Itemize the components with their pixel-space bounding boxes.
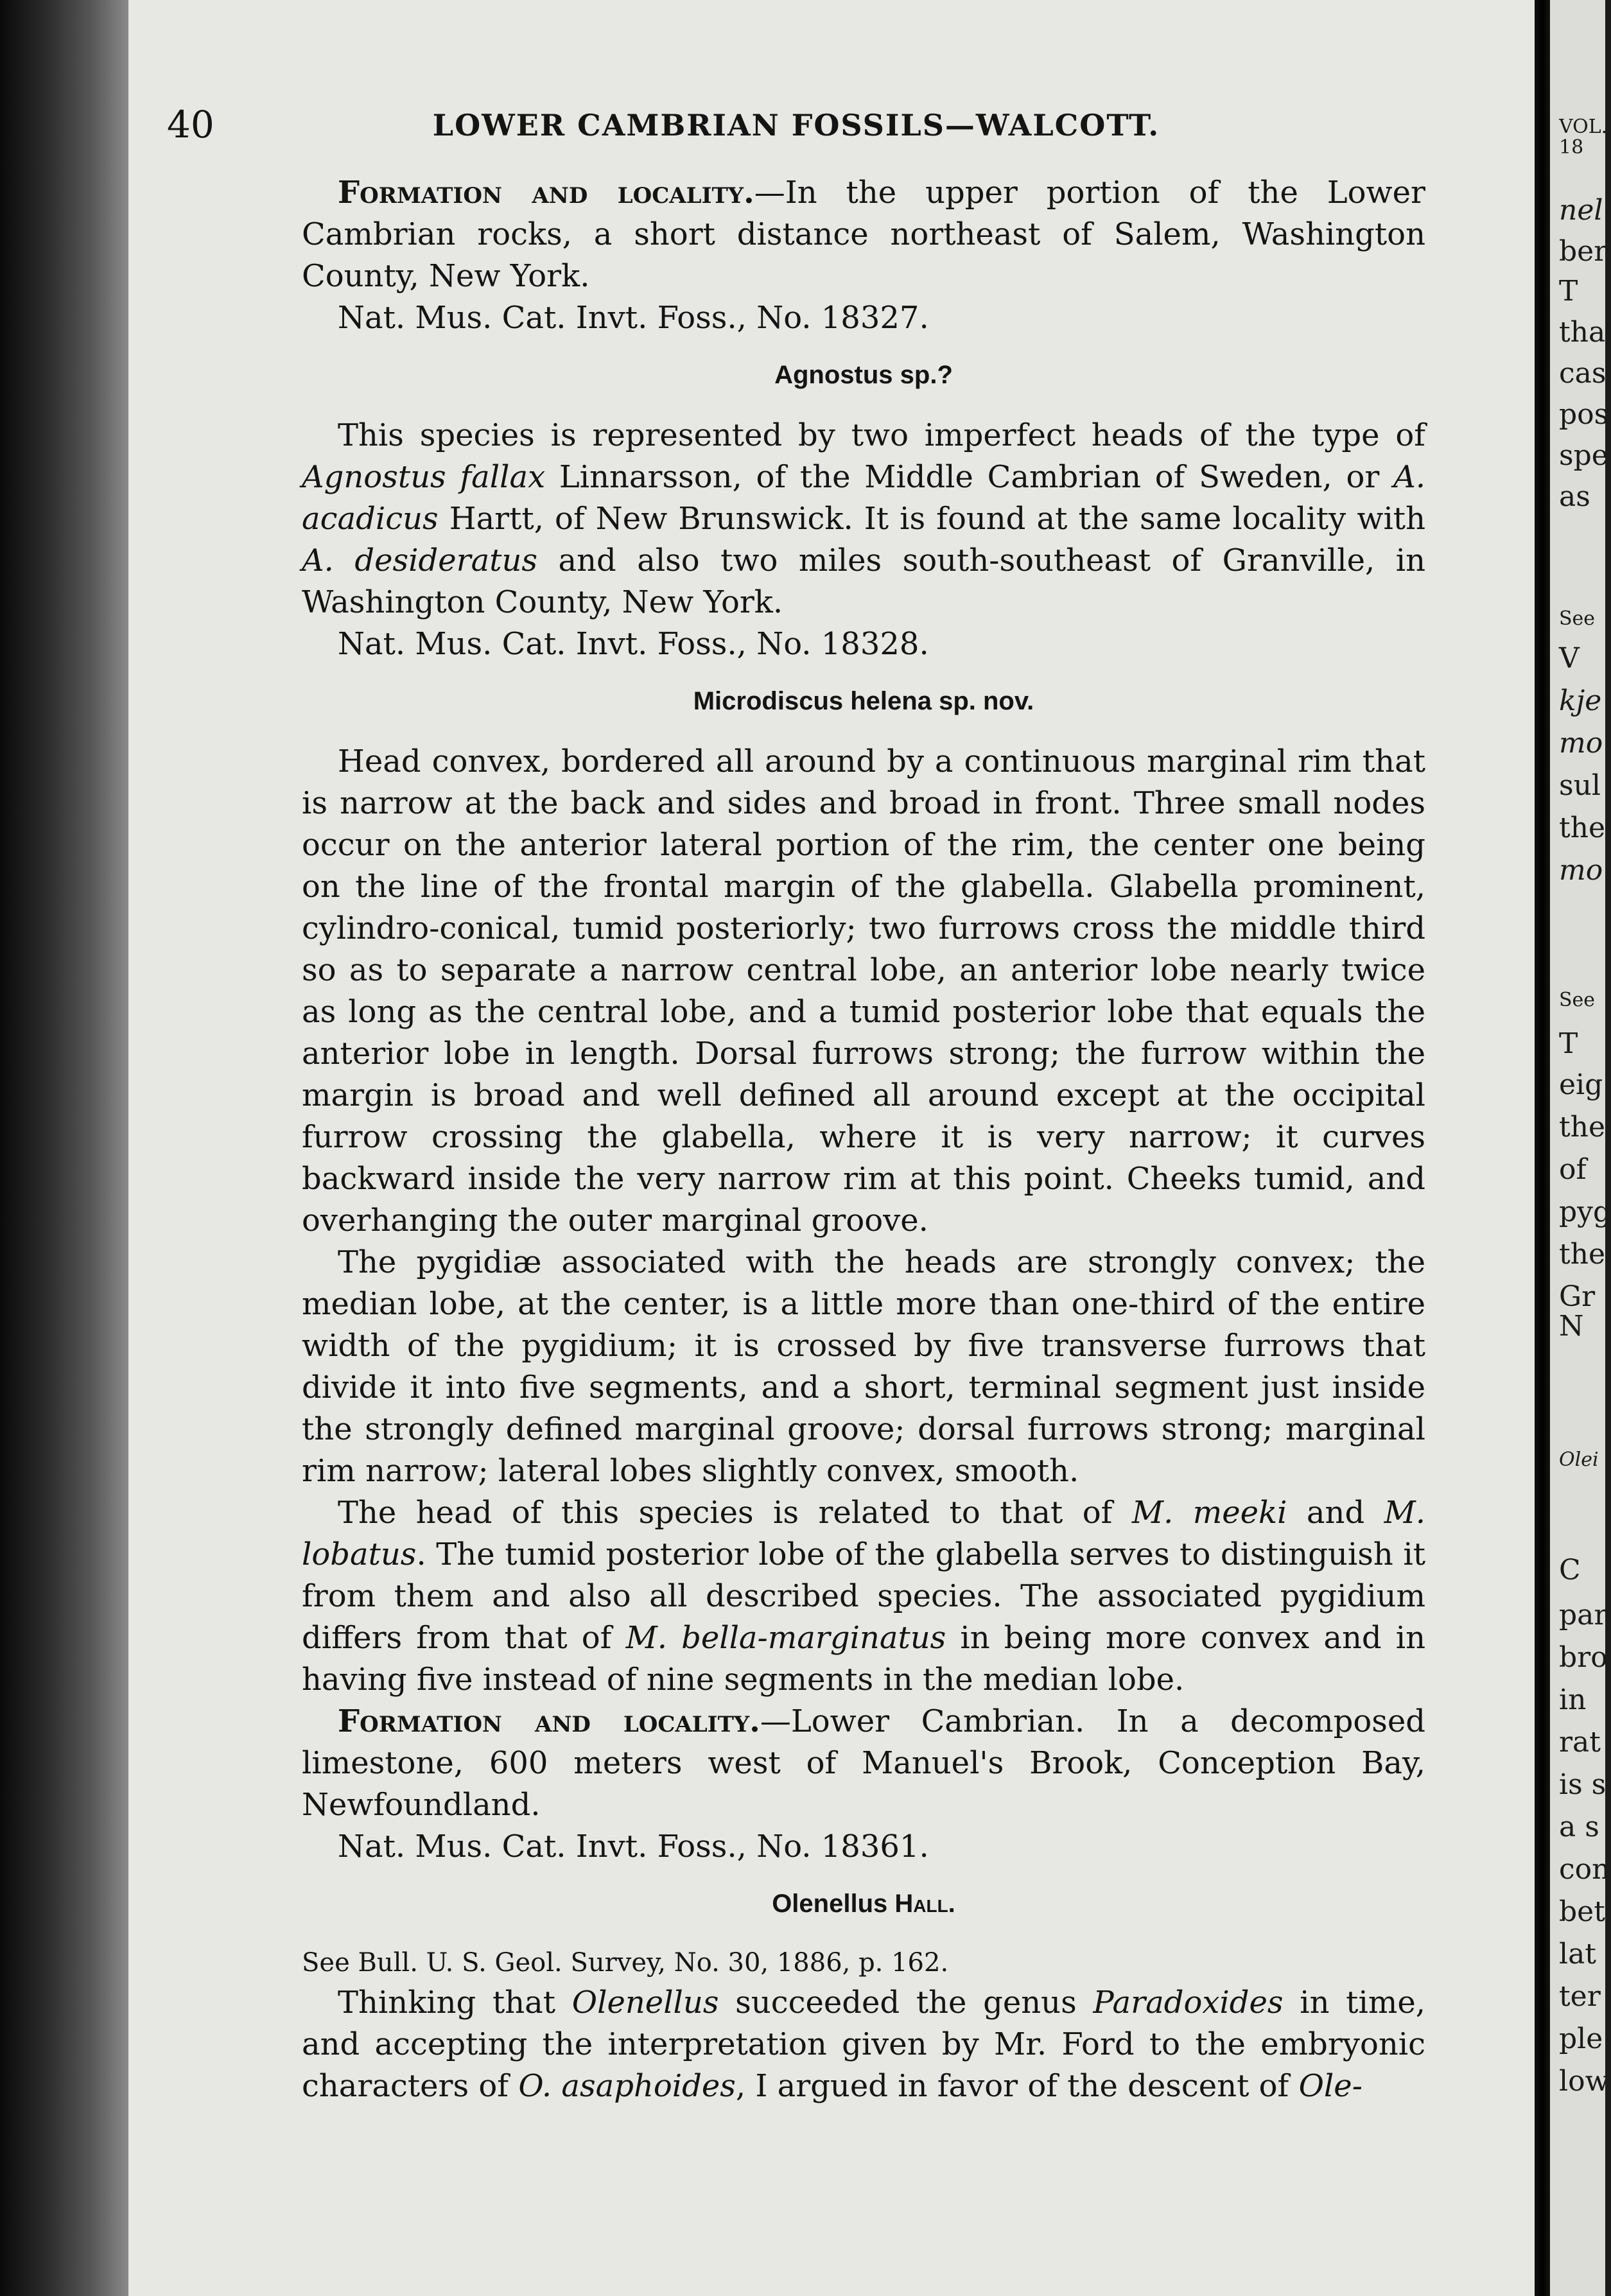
- adjacent-page-fragment: T: [1559, 275, 1578, 308]
- catalog-number: Nat. Mus. Cat. Invt. Foss., No. 18328.: [338, 626, 929, 662]
- bibliographic-reference: See Bull. U. S. Geol. Survey, No. 30, 1886, p. 162.: [302, 1948, 949, 1978]
- adjacent-page-fragment: cas: [1559, 357, 1607, 390]
- page-body: [302, 172, 1425, 2107]
- adjacent-page-fragment: a s: [1559, 1811, 1599, 1843]
- adjacent-page-fragment: See: [1559, 989, 1596, 1011]
- comparison-paragraph: The head of this species is related to that of M. meeki and M. lobatus. The tumid posterior lobe of the glabella serves to distinguish it from them and also all described species. The associated pygidium differs from that of M. bella-marginatus in being more convex and in having five instead of nine segments in the median lobe.: [302, 1495, 1426, 1698]
- adjacent-page-fragment: VOL.: [1559, 116, 1608, 138]
- adjacent-page-fragment: ple: [1559, 2022, 1603, 2055]
- adjacent-page-fragment: sul: [1559, 769, 1601, 802]
- page-number: 40: [167, 103, 214, 146]
- adjacent-page-fragment: kje: [1559, 684, 1602, 717]
- genus-heading-olenellus: Olenellus Hall.: [772, 1890, 955, 1918]
- species-heading-microdiscus: Microdiscus helena sp. nov.: [693, 687, 1034, 715]
- adjacent-page-fragment: Olei: [1559, 1448, 1599, 1471]
- adjacent-page-fragment: Gr: [1559, 1280, 1596, 1313]
- adjacent-page-fragment: nel: [1559, 194, 1603, 227]
- adjacent-page-fragment: of: [1559, 1153, 1587, 1186]
- adjacent-page-fragment: ber: [1559, 235, 1608, 268]
- adjacent-page-fragment: 18: [1559, 136, 1584, 159]
- adjacent-page-fragment: pyg: [1559, 1196, 1611, 1228]
- adjacent-page-fragment: spe: [1559, 439, 1608, 472]
- adjacent-page-fragment: the: [1559, 1111, 1606, 1144]
- adjacent-page-fragment: ter: [1559, 1980, 1601, 2013]
- adjacent-page-fragment: eig: [1559, 1068, 1603, 1101]
- adjacent-page-fragment: par: [1559, 1599, 1608, 1631]
- catalog-number: Nat. Mus. Cat. Invt. Foss., No. 18361.: [338, 1829, 929, 1865]
- running-title: LOWER CAMBRIAN FOSSILS—WALCOTT.: [432, 108, 1160, 143]
- adjacent-page-fragment: low: [1559, 2065, 1610, 2098]
- description-pygidium-paragraph: The pygidiæ associated with the heads are strongly convex; the median lobe, at the center, is a little more than one-third of the entire width of the pygidium; it is crossed by five transverse furrows that divide it into five segments, and a short, terminal segment just inside the strongly defined marginal groove; dorsal furrows strong; marginal rim narrow; lateral lobes slightly convex, smooth.: [302, 1244, 1425, 1489]
- adjacent-page-fragment: is s: [1559, 1768, 1607, 1801]
- adjacent-page-fragment: V: [1559, 642, 1580, 675]
- formation-paragraph: Formation and locality.—In the upper portion of the Lower Cambrian rocks, a short distance northeast of Salem, Washington County, New York.: [302, 175, 1425, 294]
- adjacent-page-fragment: C: [1559, 1554, 1581, 1587]
- formation-caption: Formation and locality.: [338, 1703, 760, 1739]
- adjacent-page-fragment: bet: [1559, 1895, 1605, 1928]
- adjacent-page-fragment: bro: [1559, 1641, 1608, 1674]
- adjacent-page-fragment: in: [1559, 1683, 1587, 1716]
- agnostus-paragraph: This species is represented by two imperfect heads of the type of Agnostus fallax Linnarsson, of the Middle Cambrian of Sweden, or A. acadicus Hartt, of New Brunswick. It is found at the same locality with A. desideratus and also two miles south-southeast of Granville, in Washington County, New York.: [302, 417, 1426, 620]
- formation-caption: Formation and locality.: [338, 175, 754, 211]
- adjacent-page-fragment: See: [1559, 607, 1596, 630]
- adjacent-page-fragment: the: [1559, 812, 1606, 844]
- adjacent-page-fragment: mo: [1559, 727, 1603, 760]
- species-heading-agnostus: Agnostus sp.?: [774, 361, 953, 389]
- adjacent-page-fragment: the: [1559, 1238, 1606, 1271]
- formation-paragraph: Formation and locality.—Lower Cambrian. In a decomposed limestone, 600 meters west of Manuel's Brook, Conception Bay, Newfoundland.: [302, 1703, 1425, 1823]
- adjacent-page-fragment: as: [1559, 480, 1590, 513]
- book-binding-shadow: [0, 0, 128, 2296]
- adjacent-page-fragment: tha: [1559, 316, 1606, 349]
- olenellus-paragraph: Thinking that Olenellus succeeded the genus Paradoxides in time, and accepting the interpretation given by Mr. Ford to the embryonic characters of O. asaphoides, I argued in favor of the descent of Ole-: [302, 1985, 1425, 2104]
- adjacent-page-fragment: pos: [1559, 398, 1609, 431]
- adjacent-page-fragment: N: [1559, 1310, 1584, 1343]
- adjacent-page-fragment: con: [1559, 1853, 1610, 1886]
- adjacent-page-fragment: T: [1559, 1027, 1578, 1060]
- page-gutter: [1535, 0, 1550, 2296]
- adjacent-page-edge: [1550, 0, 1611, 2296]
- adjacent-page-fragment: mo: [1559, 854, 1603, 887]
- adjacent-page-fragment: lat: [1559, 1938, 1596, 1970]
- running-head: [167, 103, 1425, 148]
- catalog-number: Nat. Mus. Cat. Invt. Foss., No. 18327.: [338, 300, 929, 336]
- description-head-paragraph: Head convex, bordered all around by a continuous marginal rim that is narrow at the back and sides and broad in front. Three small nodes occur on the anterior lateral portion of the rim, the center one being on the line of the frontal margin of the glabella. Glabella prominent, cylindro-conical, tumid posteriorly; two furrows cross the middle third so as to separate a narrow central lobe, an anterior lobe nearly twice as long as the central lobe, and a tumid posterior lobe that equals the anterior lobe in length. Dorsal furrows strong; the furrow within the margin is broad and well defined all around except at the occipital furrow crossing the glabella, where it is very narrow; it curves backward inside the very narrow rim at this point. Cheeks tumid, and overhanging the outer marginal groove.: [302, 744, 1425, 1239]
- adjacent-page-fragment: rat: [1559, 1726, 1601, 1759]
